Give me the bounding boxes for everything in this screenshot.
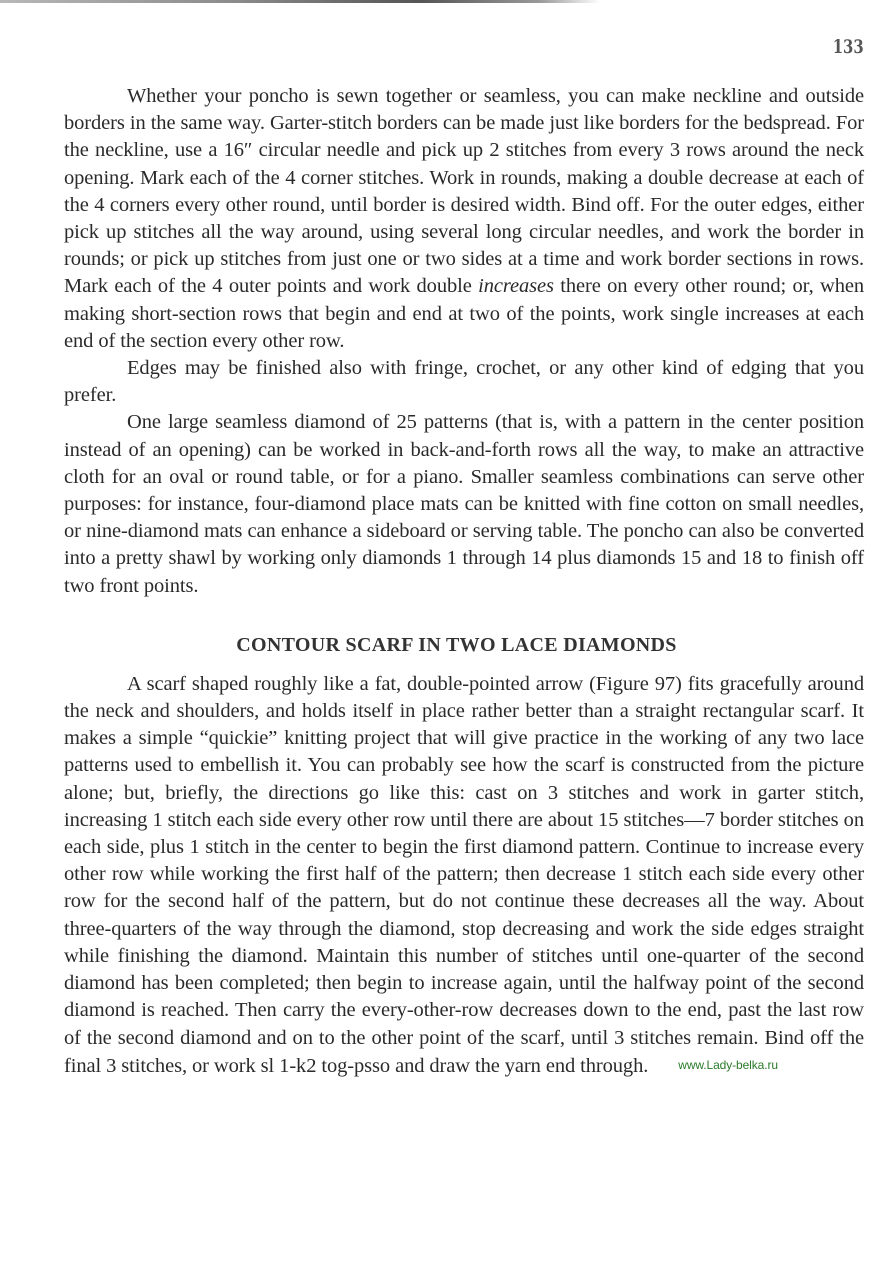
page-number: 133 [833, 36, 864, 58]
paragraph-poncho-borders [64, 83, 864, 355]
text-run: there on every other round; or, when making short-section rows that begin and end at two of the points, work single increases at each end of the section every other row. [64, 275, 864, 352]
page-body [64, 83, 864, 1080]
paragraph-edges: Edges may be finished also with fringe, crochet, or any other kind of edging that you prefer. [64, 357, 864, 407]
paragraph-seamless-diamond: One large seamless diamond of 25 patterns (that is, with a pattern in the center position instead of an opening) can be worked in back-and-forth rows all the way, to make an attractive cloth for an oval or round table, or for a piano. Smaller seamless combinations can serve other purposes: for instance, four-diamond place mats can be knitted with fine cotton on small needles, or nine-diamond mats can enhance a sideboard or serving table. The poncho can also be converted into a pretty shawl by working only diamonds 1 through 14 plus diamonds 15 and 18 to finish off two front points. [64, 411, 864, 597]
section-heading: CONTOUR SCARF IN TWO LACE DIAMONDS [236, 633, 677, 656]
watermark-link[interactable]: www.Lady-belka.ru [678, 1057, 778, 1072]
text-run: A scarf shaped roughly like a fat, double-pointed arrow (Figure 97) fits gracefully around the neck and shoulders, and holds itself in place rather better than a straight rectangular scarf. It makes a simple “quickie” knitting project that will give practice in the working of any two lace patterns used to embellish it. You can probably see how the scarf is constructed from the picture alone; but, briefly, the directions go like this: cast on 3 stitches and work in garter stitch, increasing 1 stitch each side every other row until there are about 15 stitches—7 border stitches on each side, plus 1 stitch in the center to begin the first diamond pattern. Continue to increase every other row while working the first half of the pattern; then decrease 1 stitch each side every other row for the second half of the pattern, but do not continue these decreases all the way. About three-quarters of the way through the diamond, stop decreasing and work the side edges straight while finishing the diamond. Maintain this number of stitches until one-quarter of the second diamond has been completed; then begin to increase again, until the halfway point of the second diamond is reached. Then carry the every-other-row decreases down to the end, past the last row of the second diamond and on to the other point of the scarf, until 3 stitches remain. Bind off the final 3 stitches, or work sl 1-k2 tog-psso and draw the yarn end through. [64, 672, 864, 1077]
paragraph-contour-scarf [64, 671, 864, 1080]
page-top-edge-shadow [0, 0, 600, 3]
text-run: Whether your poncho is sewn together or seamless, you can make neckline and outside borders in the same way. Garter-stitch borders can be made just like borders for the bedspread. For the neckline, use a 16″ circular needle and pick up 2 stitches from every 3 rows around the neck opening. Mark each of the 4 corner stitches. Work in rounds, making a double decrease at each of the 4 corners every other round, until border is desired width. Bind off. For the outer edges, either pick up stitches all the way around, using several long circular needles, and work the border in rounds; or pick up stitches from just one or two sides at a time and work border sections in rows. Mark each of the 4 outer points and work double [64, 85, 864, 298]
italic-text-run: increases [478, 275, 554, 298]
